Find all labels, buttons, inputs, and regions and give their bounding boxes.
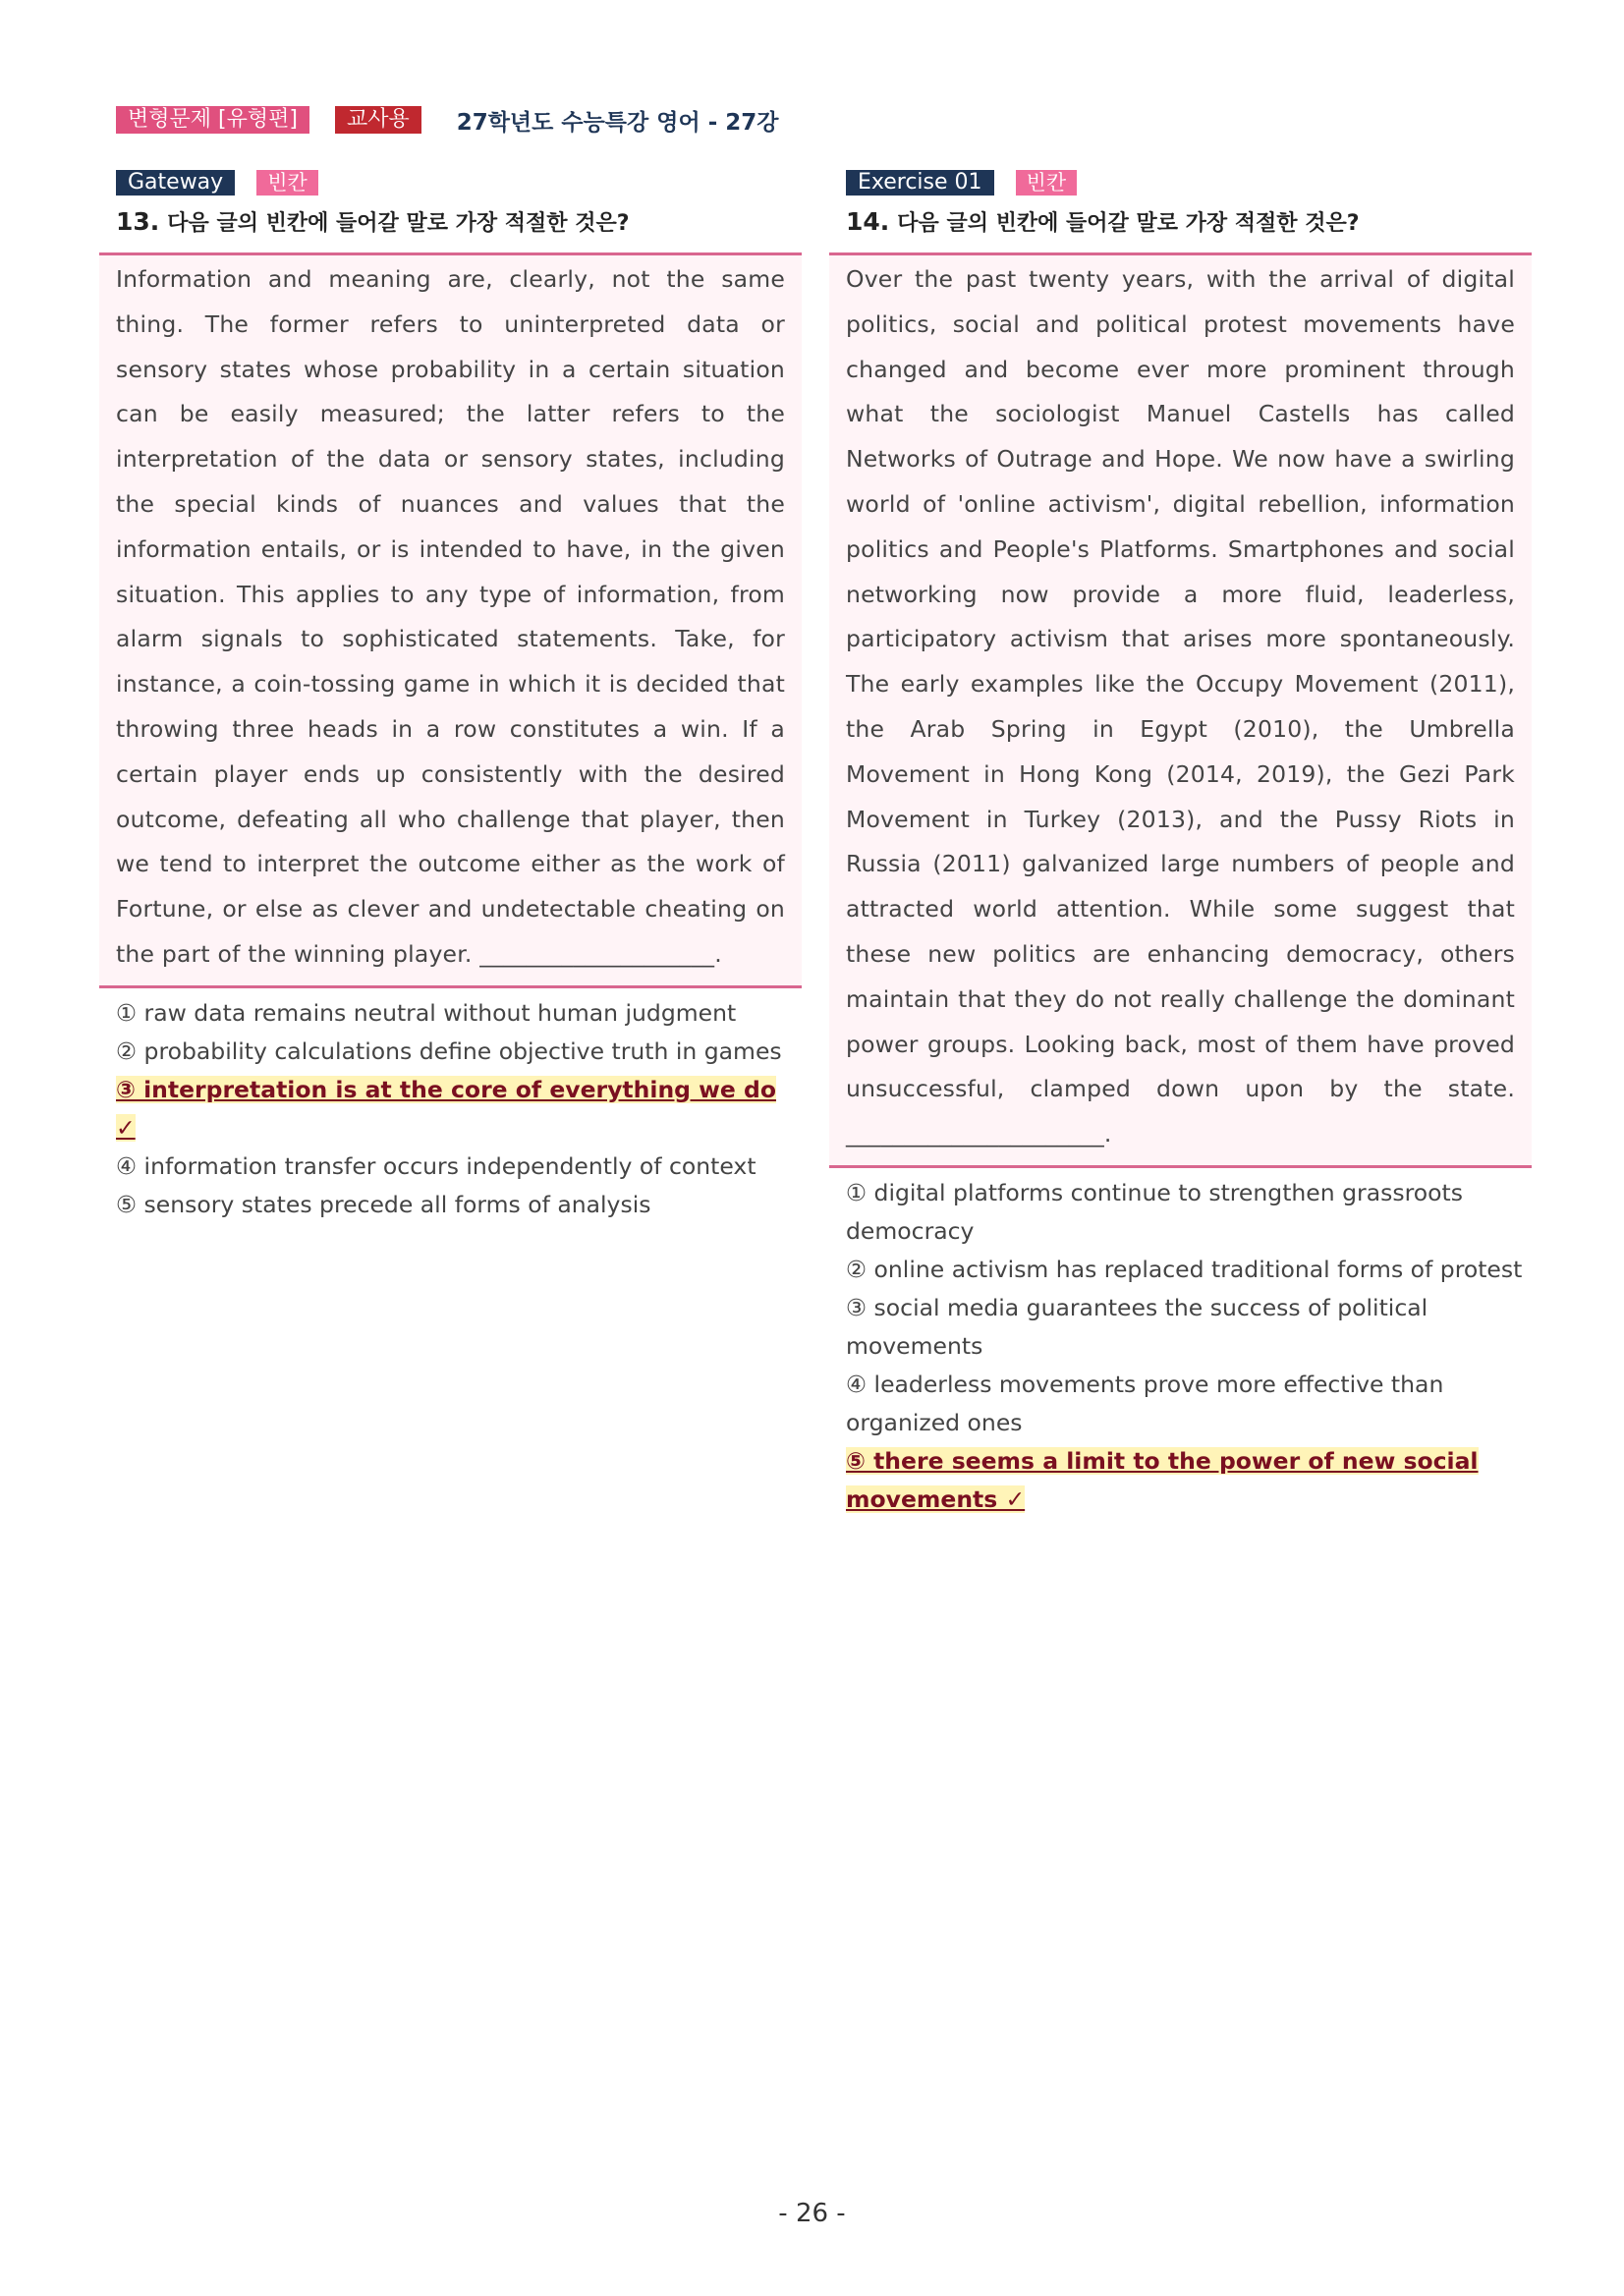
option-2[interactable]: ② probability calculations define objective truth in games [116, 1036, 782, 1065]
page-header [116, 104, 778, 136]
passage-box: Over the past twenty years, with the arrival of digital politics, social and political protest movements have changed and become ever more prominent through what the sociologist Manuel Castells has called Networks of Outrage and Hope. We now have a swirling world of 'online activism', digital rebellion, information politics and People's Platforms. Smartphones and social networking now provide a more fluid, leaderless, participatory activism that arises more spontaneously. The early examples like the Occupy Movement (2011), the Arab Spring in Egypt (2010), the Umbrella Movement in Hong Kong (2014, 2019), the Gezi Park Movement in Turkey (2013), and the Pussy Riots in Russia (2011) galvanized large numbers of people and attracted world attention. While some suggest that these new politics are enhancing democracy, others maintain that they do not really challenge the dominant power groups. Looking back, most of them have proved unsuccessful, clamped down upon by the state. ______________________. [829, 252, 1532, 1168]
page-number: - 26 - [778, 2199, 846, 2228]
question-13-badges [116, 169, 802, 196]
option-2[interactable]: ② online activism has replaced traditional forms of protest [846, 1255, 1523, 1283]
question-number: 13. [116, 207, 160, 236]
question-13 [99, 169, 802, 1224]
passage-box: Information and meaning are, clearly, not the same thing. The former refers to uninterpreted data or sensory states whose probability in a certain situation can be easily measured; the latter refers to the interpretation of the data or sensory states, including the special kinds of nuances and values that the information entails, or is intended to have, in the given situation. This applies to any type of information, from alarm signals to sophisticated statements. Take, for instance, a coin-tossing game in which it is decided that throwing three heads in a row constitutes a win. If a certain player ends up consistently with the desired outcome, defeating all who challenge that player, then we tend to interpret the outcome either as the work of Fortune, or else as clever and undetectable cheating on the part of the winning player. ____________________. [99, 252, 802, 988]
section-badge: Exercise 01 [846, 170, 994, 196]
page-title: 27학년도 수능특강 영어 - 27강 [456, 109, 779, 136]
option-3[interactable]: ③ social media guarantees the success of political movements [846, 1293, 1428, 1360]
option-4[interactable]: ④ information transfer occurs independently of context [116, 1151, 756, 1180]
option-3-correct[interactable]: ③ interpretation is at the core of everything we do ✓ [116, 1075, 776, 1142]
section-badge: Gateway [116, 170, 235, 196]
question-heading [116, 205, 802, 239]
option-4[interactable]: ④ leaderless movements prove more effective than organized ones [846, 1370, 1444, 1436]
type-tag: 변형문제 [유형편] [116, 106, 309, 134]
answer-options [846, 1174, 1532, 1519]
teacher-tag: 교사용 [335, 106, 421, 134]
type-badge: 빈칸 [256, 170, 318, 196]
question-14-badges [846, 169, 1532, 196]
option-1[interactable]: ① digital platforms continue to strengthen grassroots democracy [846, 1178, 1463, 1245]
question-text: 다음 글의 빈칸에 들어갈 말로 가장 적절한 것은? [897, 211, 1360, 236]
option-5[interactable]: ⑤ sensory states precede all forms of analysis [116, 1190, 651, 1218]
option-1[interactable]: ① raw data remains neutral without human judgment [116, 998, 737, 1027]
question-number: 14. [846, 207, 890, 236]
type-badge: 빈칸 [1016, 170, 1078, 196]
answer-options [116, 994, 802, 1224]
question-heading [846, 205, 1532, 239]
option-5-correct[interactable]: ⑤ there seems a limit to the power of new social movements ✓ [846, 1446, 1479, 1513]
question-14 [829, 169, 1532, 1519]
question-text: 다음 글의 빈칸에 들어갈 말로 가장 적절한 것은? [167, 211, 630, 236]
